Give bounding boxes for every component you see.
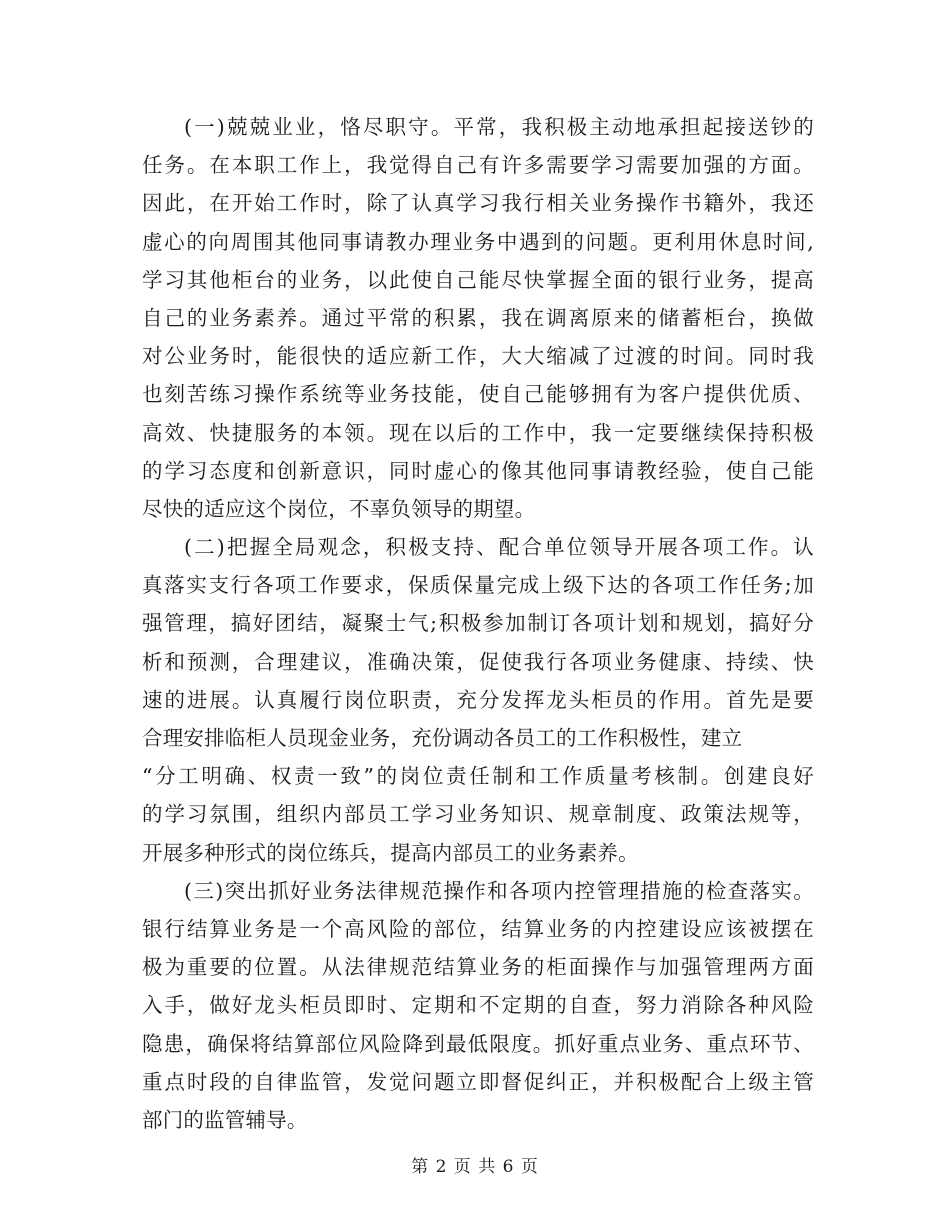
paragraph-line: 入手，做好龙头柜员即时、定期和不定期的自查，努力消除各种风险 [142, 993, 814, 1018]
paragraph-line: 自己的业务素养。通过平常的积累，我在调离原来的储蓄柜台，换做 [142, 305, 814, 330]
document-body [142, 108, 814, 1139]
paragraph-line: 极为重要的位置。从法律规范结算业务的柜面操作与加强管理两方面 [142, 955, 814, 980]
paragraph-line: 隐患，确保将结算部位风险降到最低限度。抓好重点业务、重点环节、 [142, 1031, 814, 1056]
paragraph-line: 强管理，搞好团结，凝聚士气;积极参加制订各项计划和规划，搞好分 [142, 611, 814, 636]
paragraph-line: 析和预测，合理建议，准确决策，促使我行各项业务健康、持续、快 [142, 649, 814, 674]
paragraph-line: 部门的监管辅导。 [142, 1107, 308, 1132]
paragraph-line: 银行结算业务是一个高风险的部位，结算业务的内控建设应该被摆在 [142, 916, 814, 941]
paragraph-line: (一)兢兢业业，恪尽职守。平常，我积极主动地承担起接送钞的 [184, 115, 814, 139]
paragraph-line: 合理安排临柜人员现金业务，充份调动各员工的工作积极性，建立 [142, 726, 743, 750]
paragraph-line: 开展多种形式的岗位练兵，提高内部员工的业务素养。 [142, 840, 639, 865]
paragraph-line: 尽快的适应这个岗位，不辜负领导的期望。 [142, 496, 536, 521]
paragraph-line: 高效、快捷服务的本领。现在以后的工作中，我一定要继续保持积极 [142, 420, 814, 445]
paragraph-line: 学习其他柜台的业务，以此使自己能尽快掌握全面的银行业务，提高 [142, 267, 814, 292]
paragraph-line: 对公业务时，能很快的适应新工作，大大缩减了过渡的时间。同时我 [142, 344, 814, 369]
paragraph-line: 真落实支行各项工作要求，保质保量完成上级下达的各项工作任务;加 [142, 573, 814, 598]
paragraph-line: 速的进展。认真履行岗位职责，充分发挥龙头柜员的作用。首先是要 [142, 687, 814, 712]
page-number-footer: 第 2 页 共 6 页 [411, 1157, 539, 1177]
paragraph-1 [142, 108, 814, 528]
paragraph-line: 任务。在本职工作上，我觉得自己有许多需要学习需要加强的方面。 [142, 153, 814, 178]
paragraph-line: 的学习态度和创新意识，同时虚心的像其他同事请教经验，使自己能 [142, 458, 814, 483]
paragraph-line: 重点时段的自律监管，发觉问题立即督促纠正，并积极配合上级主管 [142, 1069, 814, 1094]
paragraph-line: 的学习氛围，组织内部员工学习业务知识、规章制度、政策法规等， [142, 802, 814, 827]
paragraph-line: (二)把握全局观念，积极支持、配合单位领导开展各项工作。认 [184, 535, 814, 560]
paragraph-line: 虚心的向周围其他同事请教办理业务中遇到的问题。更利用休息时间, [142, 229, 814, 254]
paragraph-line: (三)突出抓好业务法律规范操作和各项内控管理措施的检查落实。 [184, 878, 814, 903]
paragraph-3 [142, 872, 814, 1139]
paragraph-line: 也刻苦练习操作系统等业务技能，使自己能够拥有为客户提供优质、 [142, 382, 814, 407]
paragraph-line: 因此，在开始工作时，除了认真学习我行相关业务操作书籍外，我还 [142, 191, 814, 216]
paragraph-line: “分工明确、权责一致”的岗位责任制和工作质量考核制。创建良好 [142, 764, 814, 789]
paragraph-2 [142, 528, 814, 872]
